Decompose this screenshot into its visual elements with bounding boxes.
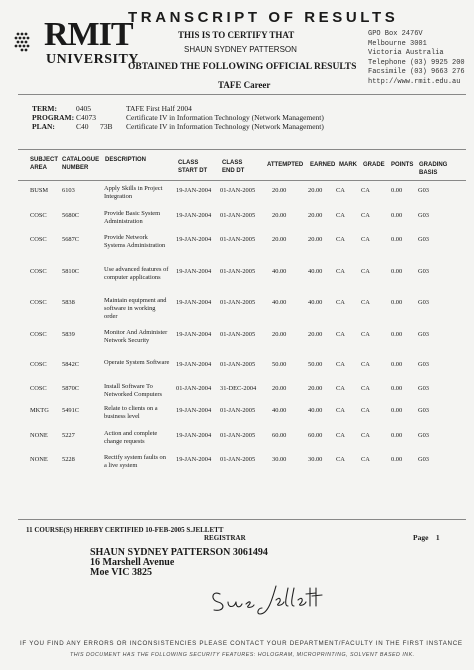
description-cell: Relate to clients on a business level xyxy=(104,405,158,420)
plan-code: 73B xyxy=(100,122,113,131)
grade-cell: CA xyxy=(361,432,370,439)
catalogue-cell: 5680C xyxy=(62,212,80,219)
subject-area-cell: NONE xyxy=(30,456,48,463)
description-cell: Provide Basic System Administration xyxy=(104,210,161,225)
earned-cell: 20.00 xyxy=(308,236,323,243)
header-description xyxy=(105,157,146,165)
grade-cell: CA xyxy=(361,299,370,306)
header-mark: MARK xyxy=(339,162,357,168)
registrar-signature-icon xyxy=(206,580,324,620)
subject-area-cell: COSC xyxy=(30,361,47,368)
description-cell: Install Software To Networked Computers xyxy=(104,383,163,398)
header-text: GRADING xyxy=(419,162,448,168)
address-line: Victoria Australia xyxy=(368,49,444,58)
earned-cell: 40.00 xyxy=(308,268,323,275)
document-title: TRANSCRIPT OF RESULTS xyxy=(128,9,399,26)
attempted-cell: 20.00 xyxy=(272,236,287,243)
catalogue-cell: 5842C xyxy=(62,361,80,368)
obtained-line: OBTAINED THE FOLLOWING OFFICIAL RESULTS xyxy=(128,62,357,72)
program-label: PROGRAM: xyxy=(32,113,75,122)
class-start-cell: 01-JAN-2004 xyxy=(176,385,212,392)
recipient-name: SHAUN SYDNEY PATTERSON 3061494 xyxy=(90,547,268,558)
divider xyxy=(18,519,466,520)
divider xyxy=(18,94,466,95)
class-start-cell: 19-JAN-2004 xyxy=(176,299,212,306)
header-text: START DT xyxy=(178,167,208,174)
errors-notice: IF YOU FIND ANY ERRORS OR INCONSISTENCIES PLEASE CONTACT YOUR DEPARTMENT/FACULTY IN THE FIRST INSTANCE xyxy=(20,640,463,647)
attempted-cell: 50.00 xyxy=(272,361,287,368)
plan-value: C40 xyxy=(76,122,89,131)
class-end-cell: 31-DEC-2004 xyxy=(220,385,257,392)
mark-cell: CA xyxy=(336,268,345,275)
points-cell: 0.00 xyxy=(391,299,403,306)
class-end-cell: 01-JAN-2005 xyxy=(220,456,256,463)
class-start-cell: 19-JAN-2004 xyxy=(176,268,212,275)
attempted-cell: 40.00 xyxy=(272,268,287,275)
class-start-cell: 19-JAN-2004 xyxy=(176,456,212,463)
earned-cell: 20.00 xyxy=(308,212,323,219)
mark-cell: CA xyxy=(336,187,345,194)
subject-area-cell: MKTG xyxy=(30,407,49,414)
subject-area-cell: NONE xyxy=(30,432,48,439)
class-start-cell: 19-JAN-2004 xyxy=(176,407,212,414)
rmit-logo-dots-icon xyxy=(14,26,48,56)
grade-cell: CA xyxy=(361,187,370,194)
recipient-street: 16 Marshell Avenue xyxy=(90,557,175,568)
security-features-note: THIS DOCUMENT HAS THE FOLLOWING SECURITY FEATURES: HOLOGRAM, MICROPRINTING, SOLVENT BASED INK. xyxy=(70,652,415,658)
earned-cell: 30.00 xyxy=(308,456,323,463)
points-cell: 0.00 xyxy=(391,236,403,243)
header-text: AREA xyxy=(30,164,48,171)
grading-basis-cell: G03 xyxy=(418,407,430,414)
attempted-cell: 20.00 xyxy=(272,212,287,219)
class-end-cell: 01-JAN-2005 xyxy=(220,407,256,414)
grade-cell: CA xyxy=(361,385,370,392)
header-class-end xyxy=(222,160,244,175)
earned-cell: 50.00 xyxy=(308,361,323,368)
description-cell: Maintain equipment and software in working order xyxy=(104,297,167,320)
page-label: Page xyxy=(413,533,429,542)
header-text: DESCRIPTION xyxy=(105,157,147,163)
catalogue-cell: 5491C xyxy=(62,407,80,414)
student-name: SHAUN SYDNEY PATTERSON xyxy=(184,45,297,54)
grade-cell: CA xyxy=(361,361,370,368)
points-cell: 0.00 xyxy=(391,407,403,414)
attempted-cell: 40.00 xyxy=(272,407,287,414)
term-value: 0405 xyxy=(76,104,91,113)
class-start-cell: 19-JAN-2004 xyxy=(176,361,212,368)
class-start-cell: 19-JAN-2004 xyxy=(176,432,212,439)
grading-basis-cell: G03 xyxy=(418,212,430,219)
header-grading-basis xyxy=(419,162,447,177)
header-text: BASIS xyxy=(419,169,438,176)
catalogue-cell: 5839 xyxy=(62,331,75,338)
description-cell: Provide Network Systems Administration xyxy=(104,234,166,249)
catalogue-cell: 5227 xyxy=(62,432,75,439)
program-description xyxy=(126,104,324,131)
mark-cell: CA xyxy=(336,212,345,219)
university-address xyxy=(368,30,468,88)
header-text: CATALOGUE xyxy=(62,157,100,163)
points-cell: 0.00 xyxy=(391,212,403,219)
term-label: TERM: xyxy=(32,104,57,113)
header-text: NUMBER xyxy=(62,164,89,171)
subject-area-cell: COSC xyxy=(30,268,47,275)
header-catalogue xyxy=(62,157,99,172)
mark-cell: CA xyxy=(336,331,345,338)
header-points: POINTS xyxy=(391,162,414,168)
header-earned: EARNED xyxy=(310,162,336,168)
header-text: END DT xyxy=(222,167,245,174)
attempted-cell: 20.00 xyxy=(272,187,287,194)
grading-basis-cell: G03 xyxy=(418,456,430,463)
plan-label: PLAN: xyxy=(32,122,55,131)
catalogue-cell: 5228 xyxy=(62,456,75,463)
attempted-cell: 30.00 xyxy=(272,456,287,463)
header-text: CLASS xyxy=(178,160,199,166)
earned-cell: 20.00 xyxy=(308,187,323,194)
address-line: Facsimile (03) 9663 276 xyxy=(368,68,465,77)
class-end-cell: 01-JAN-2005 xyxy=(220,268,256,275)
earned-cell: 60.00 xyxy=(308,432,323,439)
logo-university: UNIVERSITY xyxy=(46,52,139,67)
grading-basis-cell: G03 xyxy=(418,268,430,275)
attempted-cell: 60.00 xyxy=(272,432,287,439)
class-start-cell: 19-JAN-2004 xyxy=(176,212,212,219)
header-text: CLASS xyxy=(222,160,243,166)
mark-cell: CA xyxy=(336,407,345,414)
career-label: TAFE Career xyxy=(218,80,271,90)
class-end-cell: 01-JAN-2005 xyxy=(220,236,256,243)
points-cell: 0.00 xyxy=(391,385,403,392)
address-line: GPO Box 2476V xyxy=(368,30,423,38)
grade-cell: CA xyxy=(361,268,370,275)
address-line: Melbourne 3001 xyxy=(368,39,427,48)
class-start-cell: 19-JAN-2004 xyxy=(176,331,212,338)
header-attempted: ATTEMPTED xyxy=(267,162,304,168)
grading-basis-cell: G03 xyxy=(418,299,430,306)
catalogue-cell: 5810C xyxy=(62,268,80,275)
term-block xyxy=(32,104,118,131)
class-end-cell: 01-JAN-2005 xyxy=(220,361,256,368)
grade-cell: CA xyxy=(361,236,370,243)
points-cell: 0.00 xyxy=(391,268,403,275)
grade-cell: CA xyxy=(361,331,370,338)
class-end-cell: 01-JAN-2005 xyxy=(220,212,256,219)
subject-area-cell: COSC xyxy=(30,385,47,392)
class-end-cell: 01-JAN-2005 xyxy=(220,187,256,194)
grade-cell: CA xyxy=(361,456,370,463)
points-cell: 0.00 xyxy=(391,331,403,338)
attempted-cell: 40.00 xyxy=(272,299,287,306)
attempted-cell: 20.00 xyxy=(272,385,287,392)
description-cell: Operate System Software xyxy=(104,359,170,366)
header-text: SUBJECT xyxy=(30,157,59,163)
catalogue-cell: 5687C xyxy=(62,236,80,243)
class-start-cell: 19-JAN-2004 xyxy=(176,236,212,243)
class-end-cell: 01-JAN-2005 xyxy=(220,331,256,338)
class-start-cell: 19-JAN-2004 xyxy=(176,187,212,194)
registrar-label: REGISTRAR xyxy=(204,534,246,542)
term-description: TAFE First Half 2004 xyxy=(126,104,192,113)
certify-line: THIS IS TO CERTIFY THAT xyxy=(178,30,295,40)
grading-basis-cell: G03 xyxy=(418,236,430,243)
points-cell: 0.00 xyxy=(391,456,403,463)
mark-cell: CA xyxy=(336,299,345,306)
catalogue-cell: 5870C xyxy=(62,385,80,392)
description-cell: Rectify system faults on a live system xyxy=(104,454,166,469)
grading-basis-cell: G03 xyxy=(418,361,430,368)
grading-basis-cell: G03 xyxy=(418,331,430,338)
subject-area-cell: COSC xyxy=(30,299,47,306)
recipient-suburb: Moe VIC 3825 xyxy=(90,567,153,578)
earned-cell: 20.00 xyxy=(308,331,323,338)
subject-area-cell: BUSM xyxy=(30,187,49,194)
grading-basis-cell: G03 xyxy=(418,385,430,392)
description-cell: Action and complete change requests xyxy=(104,430,158,445)
address-link[interactable]: http://www.rmit.edu.au xyxy=(368,77,461,86)
grade-cell: CA xyxy=(361,212,370,219)
address-line: Telephone (03) 9925 200 xyxy=(368,58,465,67)
mark-cell: CA xyxy=(336,361,345,368)
mark-cell: CA xyxy=(336,432,345,439)
points-cell: 0.00 xyxy=(391,187,403,194)
program-description-text: Certificate IV in Information Technology (Network Management) xyxy=(126,113,324,122)
class-end-cell: 01-JAN-2005 xyxy=(220,432,256,439)
subject-area-cell: COSC xyxy=(30,331,47,338)
grade-cell: CA xyxy=(361,407,370,414)
description-cell: Use advanced features of computer applications xyxy=(104,266,169,281)
mark-cell: CA xyxy=(336,385,345,392)
attempted-cell: 20.00 xyxy=(272,331,287,338)
description-cell: Monitor And Administer Network Security xyxy=(104,329,168,344)
grading-basis-cell: G03 xyxy=(418,432,430,439)
catalogue-cell: 6103 xyxy=(62,187,75,194)
grading-basis-cell: G03 xyxy=(418,187,430,194)
program-value: C4073 xyxy=(76,113,97,122)
divider xyxy=(18,149,466,150)
earned-cell: 20.00 xyxy=(308,385,323,392)
header-grade: GRADE xyxy=(363,162,385,168)
points-cell: 0.00 xyxy=(391,361,403,368)
earned-cell: 40.00 xyxy=(308,299,323,306)
description-cell: Apply Skills in Project Integration xyxy=(104,185,163,200)
subject-area-cell: COSC xyxy=(30,212,47,219)
mark-cell: CA xyxy=(336,236,345,243)
logo-rmit: RMIT xyxy=(44,16,133,53)
catalogue-cell: 5838 xyxy=(62,299,75,306)
certification-line: 11 COURSE(S) HEREBY CERTIFIED 10-FEB-2005 S.JELLETT xyxy=(26,526,224,534)
divider xyxy=(18,180,466,181)
header-class-start xyxy=(178,160,207,175)
plan-description-text: Certificate IV in Information Technology (Network Management) xyxy=(126,122,324,131)
points-cell: 0.00 xyxy=(391,432,403,439)
page-number: 1 xyxy=(435,533,440,542)
class-end-cell: 01-JAN-2005 xyxy=(220,299,256,306)
header-subject-area xyxy=(30,157,58,172)
subject-area-cell: COSC xyxy=(30,236,47,243)
earned-cell: 40.00 xyxy=(308,407,323,414)
mark-cell: CA xyxy=(336,456,345,463)
page-indicator xyxy=(413,533,440,542)
